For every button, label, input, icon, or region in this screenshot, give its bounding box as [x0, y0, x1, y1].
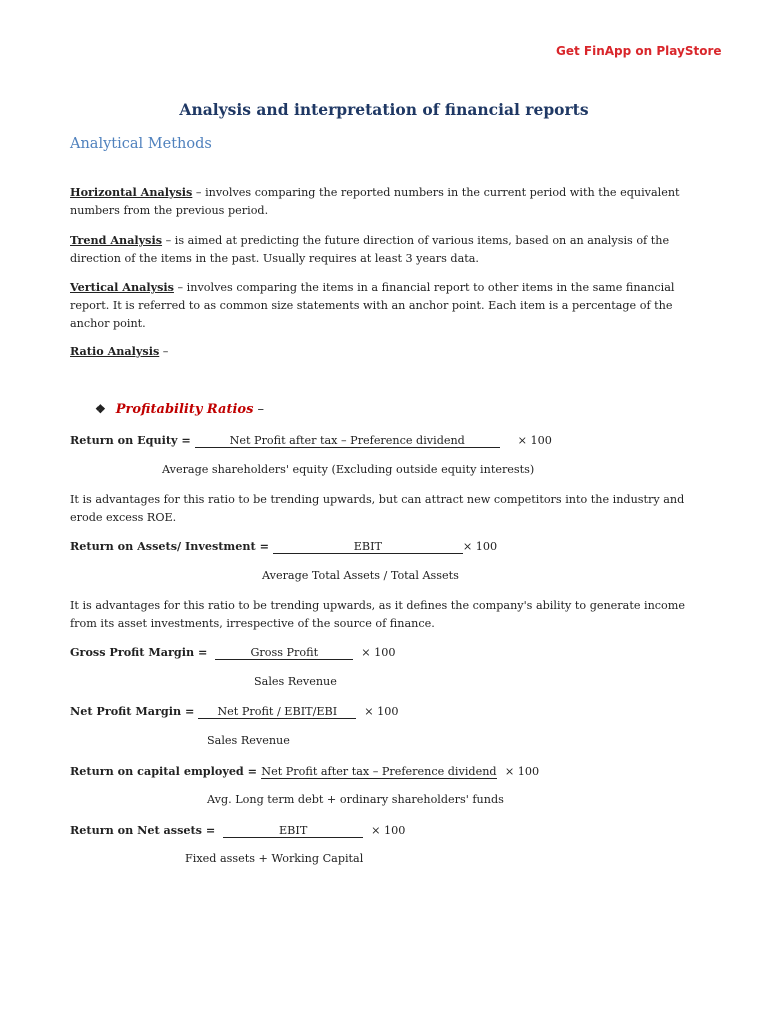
formula-return-on-capital-employed: [70, 764, 539, 779]
method-description: – is aimed at predicting the future direction of various items, based on an analysis of the direction of the items in the past. Usually requires at least 3 years data.: [70, 234, 670, 265]
formula-denominator: Sales Revenue: [207, 734, 290, 747]
note-roa: It is advantages for this ratio to be trending upwards, as it defines the company's ability to generate income from its asset investments, irrespective of the source of finance.: [70, 599, 686, 630]
playstore-promo-link[interactable]: Get FinApp on PlayStore: [556, 44, 722, 58]
method-description: – involves comparing the reported numbers in the current period with the equivalent numbers from the previous period.: [70, 186, 680, 217]
method-term: Ratio Analysis: [70, 344, 160, 358]
formula-numerator: EBIT: [273, 540, 463, 554]
page-title: Analysis and interpretation of financial reports: [179, 100, 589, 119]
formula-gross-profit-margin: [70, 645, 395, 660]
method-term: Horizontal Analysis: [70, 185, 193, 199]
formula-denominator: Average shareholders' equity (Excluding outside equity interests): [162, 463, 535, 476]
formula-denominator: Avg. Long term debt + ordinary shareholders' funds: [207, 793, 504, 806]
formula-numerator: Net Profit after tax – Preference dividend: [261, 765, 497, 778]
subheading-dash: –: [253, 402, 265, 417]
diamond-bullet-icon: ❖: [95, 402, 106, 416]
formula-label: Gross Profit Margin =: [70, 645, 208, 659]
formula-denominator: Fixed assets + Working Capital: [185, 852, 364, 865]
formula-net-profit-margin: [70, 704, 398, 719]
section-heading: Analytical Methods: [70, 136, 212, 152]
note-roe: It is advantages for this ratio to be trending upwards, but can attract new competitors into the industry and erode excess ROE.: [70, 493, 685, 524]
formula-multiplier: × 100: [361, 646, 396, 659]
formula-denominator: Sales Revenue: [254, 675, 337, 688]
method-vertical-analysis: [70, 278, 700, 333]
method-description: –: [159, 345, 169, 358]
formula-return-on-equity: [70, 433, 552, 448]
profitability-ratios-heading: [95, 402, 264, 417]
method-description: – involves comparing the items in a financial report to other items in the same financial report. It is referred to as common size statements with an anchor point. Each item is a percentage of the anchor point.: [70, 281, 675, 330]
formula-label: Return on capital employed =: [70, 764, 258, 778]
formula-multiplier: × 100: [517, 434, 552, 447]
method-term: Trend Analysis: [70, 233, 163, 247]
formula-numerator: EBIT: [223, 824, 363, 838]
formula-label: Return on Net assets =: [70, 823, 216, 837]
formula-numerator: Net Profit / EBIT/EBI: [198, 705, 356, 719]
formula-return-on-net-assets: [70, 823, 405, 838]
method-horizontal-analysis: [70, 183, 700, 220]
formula-denominator: Average Total Assets / Total Assets: [262, 569, 459, 582]
method-term: Vertical Analysis: [70, 280, 174, 294]
formula-label: Return on Equity =: [70, 433, 191, 447]
method-ratio-analysis: [70, 342, 700, 361]
formula-label: Net Profit Margin =: [70, 704, 195, 718]
formula-multiplier: × 100: [504, 765, 540, 778]
formula-return-on-assets: [70, 539, 497, 554]
formula-multiplier: × 100: [462, 540, 498, 553]
formula-multiplier: × 100: [364, 705, 399, 718]
subheading-label: Profitability Ratios: [115, 402, 254, 417]
formula-multiplier: × 100: [371, 824, 406, 837]
formula-numerator: Gross Profit: [215, 646, 353, 660]
formula-label: Return on Assets/ Investment =: [70, 539, 269, 553]
method-trend-analysis: [70, 231, 700, 268]
formula-numerator: Net Profit after tax – Preference dividend: [195, 434, 500, 448]
